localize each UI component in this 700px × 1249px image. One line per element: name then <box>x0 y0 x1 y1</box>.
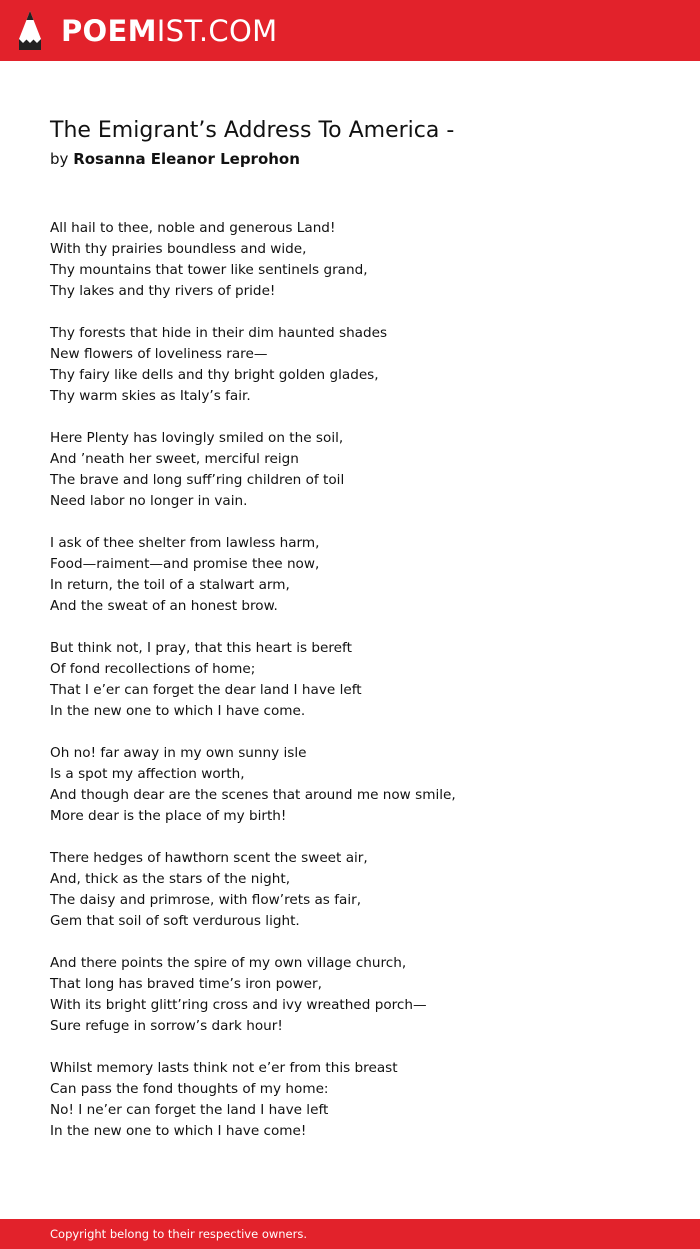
poem-line: New flowers of loveliness rare— <box>50 346 268 362</box>
by-label: by <box>50 150 69 168</box>
poem-stanza <box>50 743 670 827</box>
poem-stanza <box>50 1058 670 1142</box>
site-footer <box>0 1219 700 1249</box>
poem-title: The Emigrant’s Address To America - <box>50 118 455 143</box>
poem-stanza <box>50 218 670 302</box>
poem-line: Thy lakes and thy rivers of pride! <box>50 283 276 299</box>
poem-body <box>50 218 670 1163</box>
poem-line: Whilst memory lasts think not e’er from this breast <box>50 1060 398 1076</box>
brand-name-bold: POEM <box>61 14 157 48</box>
poem-line: Thy warm skies as Italy’s fair. <box>50 388 251 404</box>
poem-line: And there points the spire of my own village church, <box>50 955 407 971</box>
pencil-icon[interactable] <box>18 10 42 51</box>
author-name: Rosanna Eleanor Leprohon <box>73 150 300 168</box>
poem-line: Need labor no longer in vain. <box>50 493 248 509</box>
poem-line: Thy fairy like dells and thy bright golden glades, <box>50 367 379 383</box>
poem-line: Food—raiment—and promise thee now, <box>50 556 320 572</box>
byline <box>50 148 670 170</box>
site-logo[interactable] <box>61 13 277 49</box>
poem-line: No! I ne’er can forget the land I have left <box>50 1102 329 1118</box>
poem-line: And, thick as the stars of the night, <box>50 871 291 887</box>
poem-line: Here Plenty has lovingly smiled on the soil, <box>50 430 344 446</box>
poem-line: In return, the toil of a stalwart arm, <box>50 577 290 593</box>
poem-line: In the new one to which I have come! <box>50 1123 307 1139</box>
poem-line: But think not, I pray, that this heart is bereft <box>50 640 352 656</box>
poem-stanza <box>50 323 670 407</box>
brand-name-light: IST.COM <box>156 14 278 48</box>
poem-stanza <box>50 638 670 722</box>
poem-stanza <box>50 428 670 512</box>
poem-line: And though dear are the scenes that around me now smile, <box>50 787 456 803</box>
poem-line: In the new one to which I have come. <box>50 703 306 719</box>
poem-stanza <box>50 848 670 932</box>
poem-line: Can pass the fond thoughts of my home: <box>50 1081 329 1097</box>
poem-line: With thy prairies boundless and wide, <box>50 241 307 257</box>
poem-line: Oh no! far away in my own sunny isle <box>50 745 307 761</box>
poem-line: And ’neath her sweet, merciful reign <box>50 451 299 467</box>
poem-line: Thy mountains that tower like sentinels grand, <box>50 262 368 278</box>
poem-line: And the sweat of an honest brow. <box>50 598 278 614</box>
poem-stanza <box>50 953 670 1037</box>
poem-stanza <box>50 533 670 617</box>
poem-line: Is a spot my affection worth, <box>50 766 245 782</box>
poem-line: The brave and long suff’ring children of toil <box>50 472 345 488</box>
poem-line: More dear is the place of my birth! <box>50 808 287 824</box>
poem-line: All hail to thee, noble and generous Land! <box>50 220 336 236</box>
poem-line: That I e’er can forget the dear land I have left <box>50 682 362 698</box>
poem-line: Gem that soil of soft verdurous light. <box>50 913 300 929</box>
poem-line: The daisy and primrose, with flow’rets as fair, <box>50 892 362 908</box>
copyright-text: Copyright belong to their respective owners. <box>50 1227 308 1241</box>
poem-line: Of fond recollections of home; <box>50 661 256 677</box>
poem-header <box>50 116 670 170</box>
poem-line: That long has braved time’s iron power, <box>50 976 322 992</box>
site-header <box>0 0 700 61</box>
poem-line: Sure refuge in sorrow’s dark hour! <box>50 1018 283 1034</box>
poem-line: With its bright glitt’ring cross and ivy wreathed porch— <box>50 997 427 1013</box>
poem-line: I ask of thee shelter from lawless harm, <box>50 535 320 551</box>
poem-line: There hedges of hawthorn scent the sweet air, <box>50 850 368 866</box>
poem-line: Thy forests that hide in their dim haunted shades <box>50 325 388 341</box>
